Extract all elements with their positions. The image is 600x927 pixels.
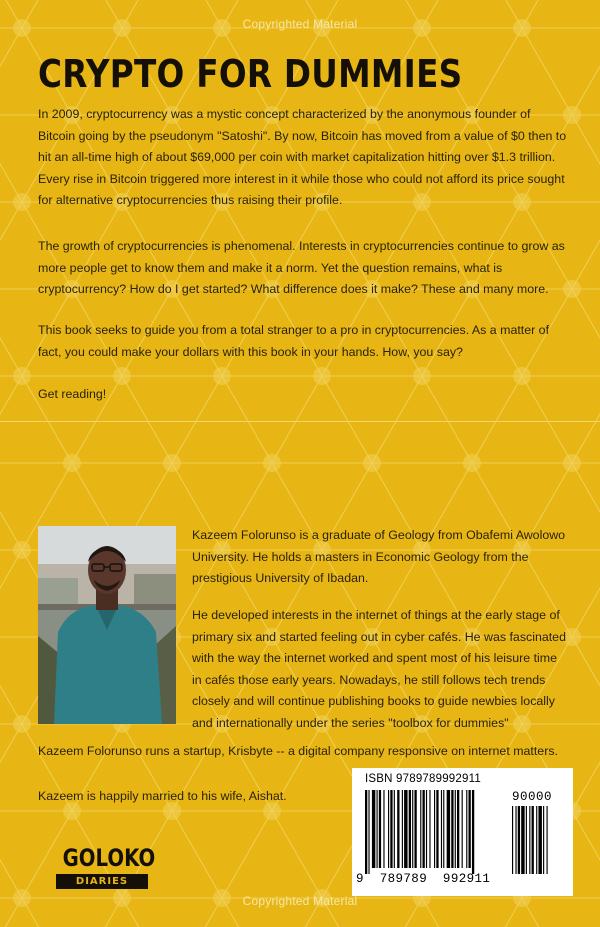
isbn-label: ISBN 9789789992911 [365,773,481,785]
author-bio-paragraph: Kazeem is happily married to his wife, Aishat. [38,789,287,803]
author-bio-paragraph: Kazeem Folorunso is a graduate of Geology from Obafemi Awolowo University. He holds a masters in Economic Geology from the prestigious University of Ibadan. [192,528,566,585]
publisher-logo-wordmark: GOLOKO [62,844,156,872]
publisher-logo-subtitle: DIARIES [56,874,148,889]
blurb-closing-line: Get reading! [38,387,107,401]
author-bio-paragraph: Kazeem Folorunso runs a startup, Krisbyte -- a digital company responsive on internet matters. [38,744,558,758]
price-code: 90000 [512,790,553,804]
blurb-paragraph: This book seeks to guide you from a total stranger to a pro in cryptocurrencies. As a matter of fact, you could make your dollars with this book in your hands. How, you say? [38,323,550,359]
isbn-barcode [352,768,573,896]
author-bio-paragraph: He developed interests in the internet of things at the early stage of primary six and started feeling out in cyber cafés. He was fascinated with the way the internet worked and spent most of his leisure time in cafés those early years. Nowadays, he still follows tech trends closely and will continue publishing books to guide newbies locally and internationally under the series "toolbox for dummies" [192,608,566,730]
author-photo [38,526,176,724]
copyright-watermark-top: Copyrighted Material [242,17,358,31]
publisher-logo [54,844,156,898]
blurb-paragraph: The growth of cryptocurrencies is phenomenal. Interests in cryptocurrencies continue to grow as more people get to know them and make it a norm. Yet the question remains, what is cryptocurrency? How do I get started? What difference does it make? These and many more. [38,239,565,296]
section-divider [0,421,600,422]
blurb-paragraph: In 2009, cryptocurrency was a mystic concept characterized by the anonymous founder of Bitcoin going by the pseudonym "Satoshi". By now, Bitcoin has moved from a value of $0 then to hit an all-time high of about $69,000 per coin with market capitalization hitting over $1.3 trillion. Every rise in Bitcoin triggered more interest in it while those who could not afford its price sought for alternative cryptocurrencies thus raising their profile. [38,107,567,207]
copyright-watermark-bottom: Copyrighted Material [242,894,358,908]
book-title: CRYPTO FOR DUMMIES [38,52,463,96]
ean-digits: 9 789789 992911 [356,872,491,886]
